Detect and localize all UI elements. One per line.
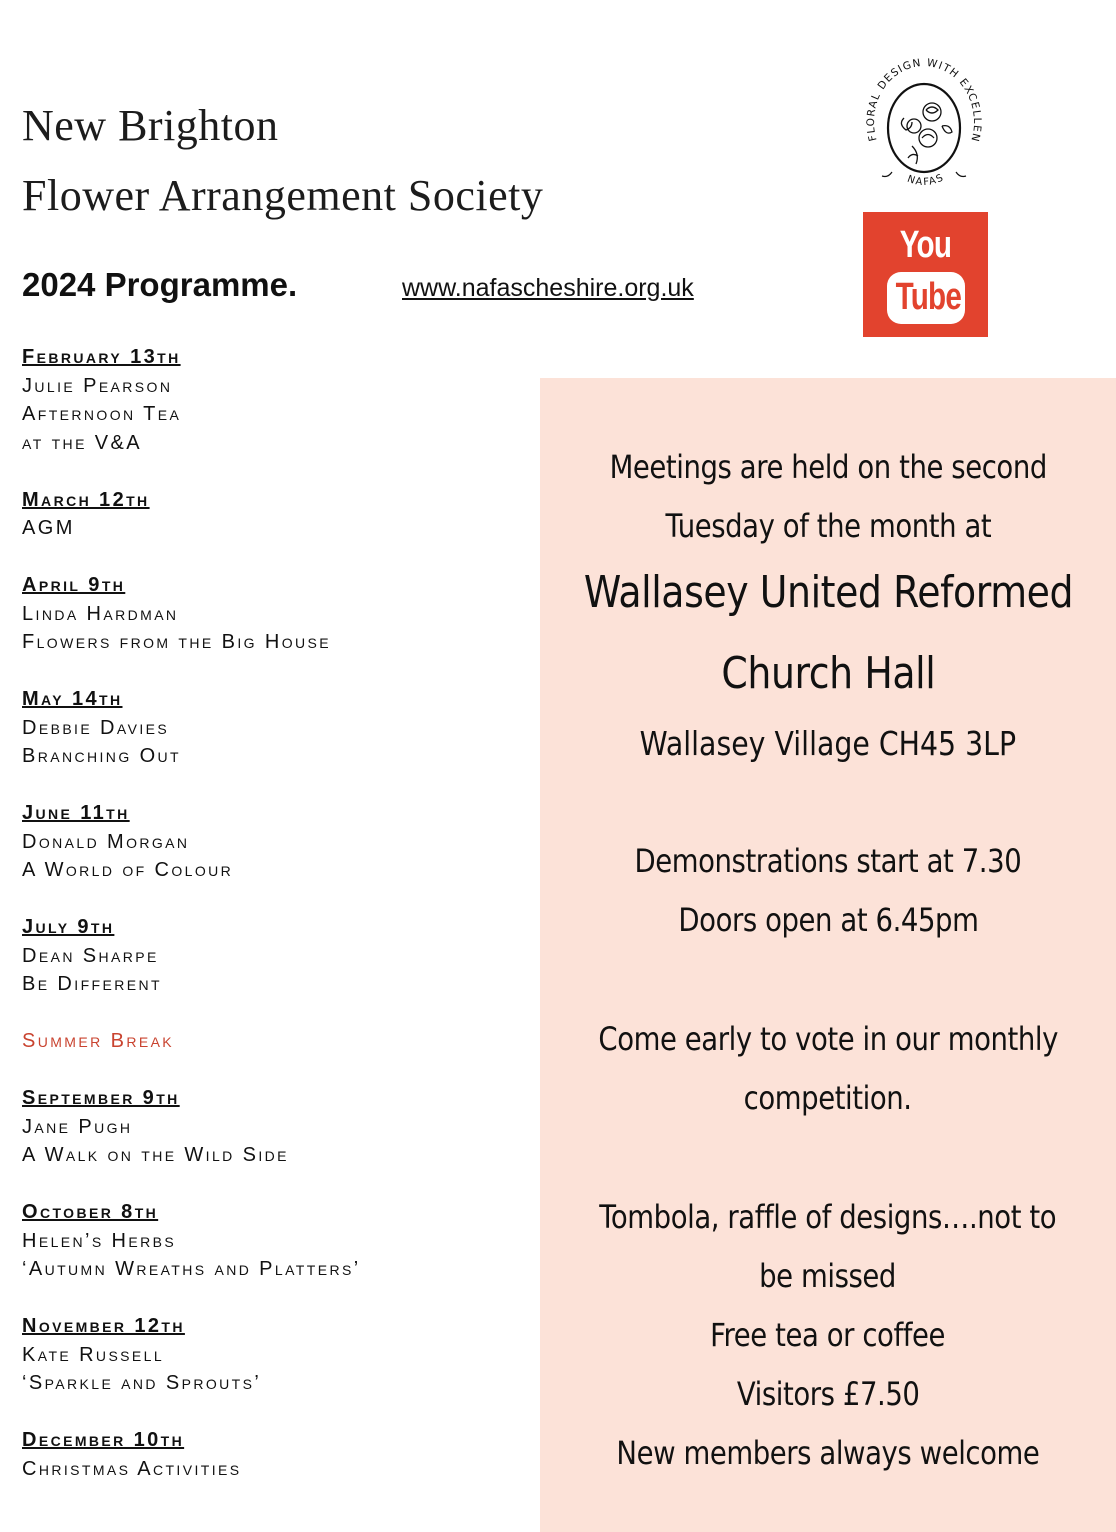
svg-text:NAFAS [906,172,947,188]
event-detail: Donald Morgan [22,830,190,853]
free-refreshments: Free tea or coffee [710,1316,946,1354]
meetings-line2: Tuesday of the month at [665,507,991,545]
event-item [22,1426,522,1483]
rose-emblem-icon [862,48,986,196]
society-title-line2: Flower Arrangement Society [22,171,544,220]
event-detail: Be Different [22,973,162,995]
event-detail: Debbie Davies [22,716,170,739]
competition-line1: Come early to vote in our monthly [598,1020,1058,1058]
event-spacer [22,457,522,486]
event-detail: ‘Sparkle and Sprouts’ [22,1372,262,1394]
event-detail: Jane Pugh [22,1115,133,1138]
website-link[interactable]: www.nafascheshire.org.uk [402,274,694,302]
event-item [22,486,522,543]
youtube-tube-text: Tube [895,276,962,318]
competition-line2: competition. [744,1079,912,1117]
event-date: July 9th [22,916,115,938]
event-date: May 14th [22,688,123,710]
demonstrations-time: Demonstrations start at 7.30 [634,842,1022,880]
nafas-logo [862,48,986,196]
programme-heading: 2024 Programme. [22,266,298,303]
event-item [22,1198,522,1284]
event-spacer [22,999,522,1028]
event-spacer [22,1284,522,1313]
event-detail: ‘Autumn Wreaths and Platters’ [22,1258,361,1280]
venue-line2: Church Hall [721,648,935,699]
youtube-logo[interactable] [863,212,988,337]
event-detail: A World of Colour [22,859,234,881]
event-spacer [22,1398,522,1427]
event-date: February 13th [22,346,181,368]
event-date: March 12th [22,488,150,511]
event-item [22,571,522,657]
event-item [22,799,522,885]
event-date: December 10th [22,1429,185,1451]
info-panel [540,378,1116,1532]
event-detail: AGM [22,517,75,539]
nafas-ring-text: FLORAL DESIGN WITH EXCELLEN [864,56,984,144]
svg-text:FLORAL DESIGN WITH EXCELLENCE [862,48,983,144]
event-detail: A Walk on the Wild Side [22,1144,289,1166]
event-item [22,343,522,457]
event-detail: Christmas Activities [22,1457,242,1480]
youtube-you-text: You [899,224,952,266]
youtube-tube-box [887,272,965,324]
event-detail: Linda Hardman [22,602,179,625]
event-detail: Julie Pearson [22,374,173,397]
new-members-welcome: New members always welcome [616,1434,1040,1472]
summer-break [22,1027,522,1056]
event-detail: Branching Out [22,745,181,767]
event-spacer [22,657,522,686]
tombola-line2: be missed [759,1257,897,1295]
event-spacer [22,1056,522,1085]
event-spacer [22,1170,522,1199]
event-detail: at the V&A [22,431,142,454]
event-item [22,1312,522,1398]
event-spacer [22,885,522,914]
event-item [22,685,522,771]
event-date: June 11th [22,802,130,824]
event-item [22,1084,522,1170]
nafas-bottom-text: NAFAS [905,172,947,189]
event-date: September 9th [22,1087,180,1109]
events-list [22,343,522,1483]
event-spacer [22,771,522,800]
event-date: November 12th [22,1315,185,1337]
venue-line1: Wallasey United Reformed [583,567,1073,618]
event-detail: Afternoon Tea [22,403,182,425]
society-title-line1: New Brighton [22,101,279,150]
doors-open-time: Doors open at 6.45pm [677,901,979,939]
summer-break-label: Summer Break [22,1030,175,1052]
event-detail: Helen’s Herbs [22,1229,177,1252]
event-detail: Flowers from the Big House [22,631,331,653]
event-date: April 9th [22,574,126,596]
tombola-line1: Tombola, raffle of designs….not to [599,1198,1057,1236]
visitor-price: Visitors £7.50 [736,1375,920,1413]
venue-address: Wallasey Village CH45 3LP [639,724,1017,763]
event-detail: Kate Russell [22,1343,165,1366]
event-date: October 8th [22,1201,159,1223]
event-item [22,913,522,999]
meetings-line1: Meetings are held on the second [609,448,1047,486]
event-spacer [22,543,522,572]
event-detail: Dean Sharpe [22,944,159,967]
